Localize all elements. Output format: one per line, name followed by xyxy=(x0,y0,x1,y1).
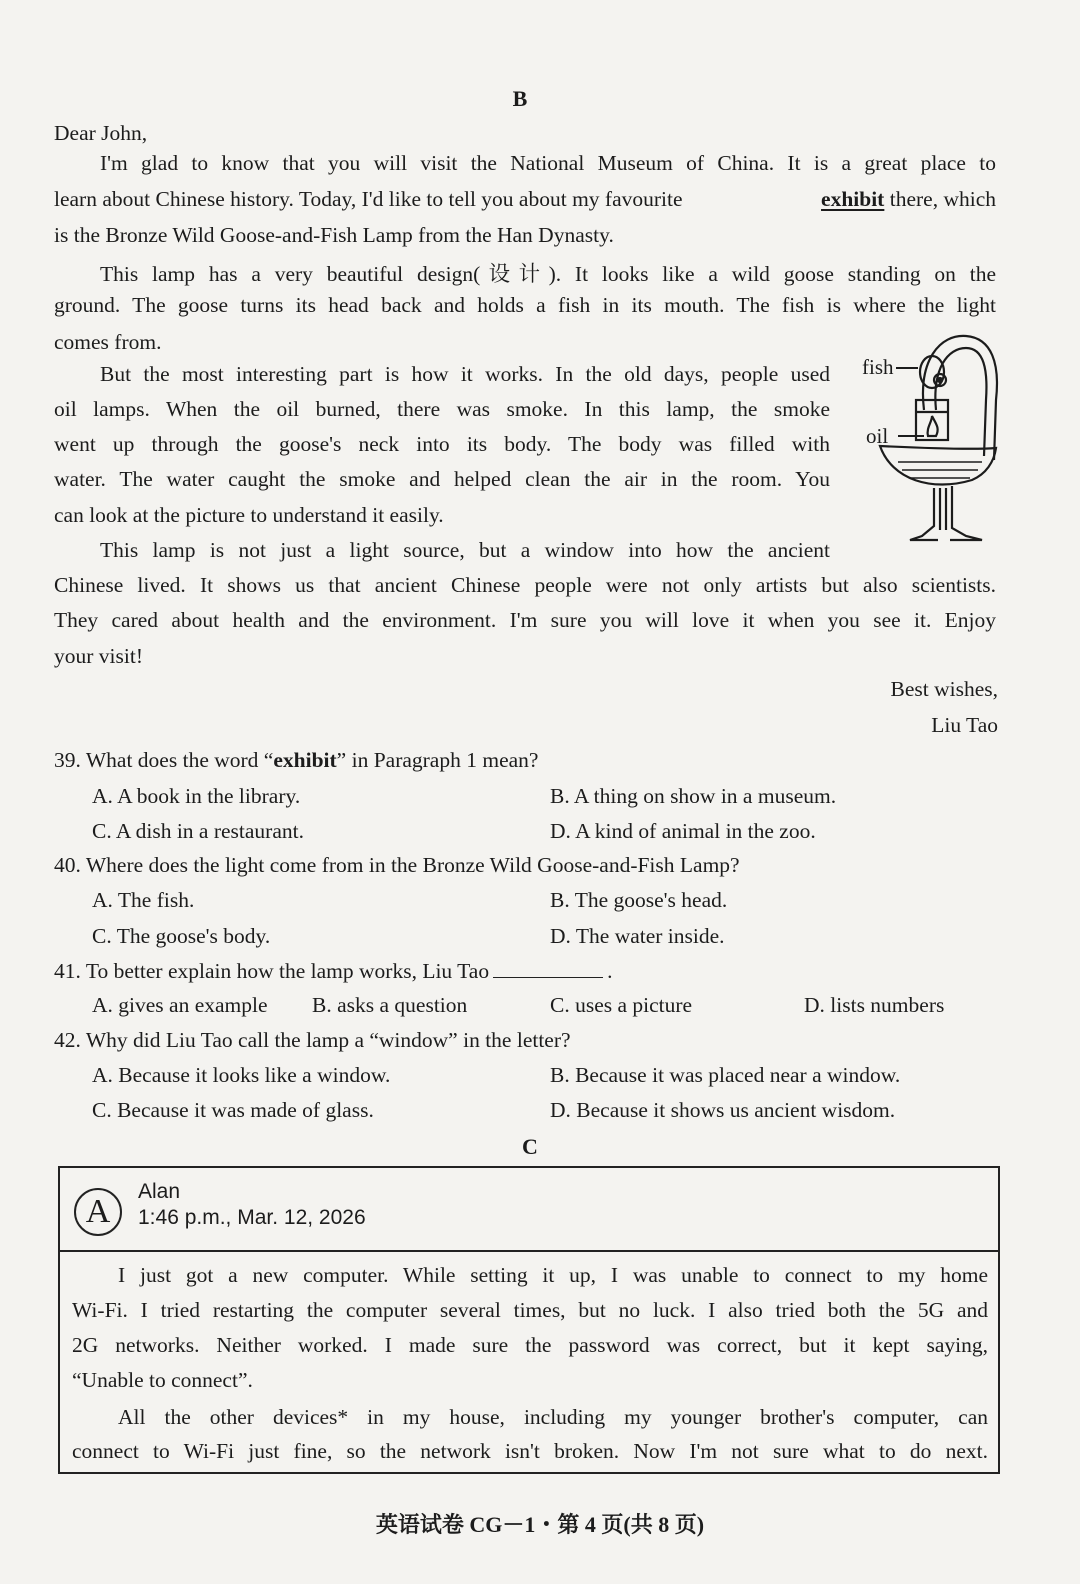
question-41 xyxy=(54,959,612,984)
question-39 xyxy=(54,748,538,773)
q39-stem-after: ” in Paragraph 1 mean? xyxy=(336,748,539,772)
letter-p1-line2-end xyxy=(821,187,996,212)
q40-option-c[interactable]: C. The goose's body. xyxy=(92,924,271,948)
q41-number: 41. xyxy=(54,959,81,983)
q39-option-a[interactable]: A. A book in the library. xyxy=(92,784,301,808)
q39-number: 39. xyxy=(54,748,81,772)
q41-option-d[interactable]: D. lists numbers xyxy=(804,993,945,1017)
letter-p4-line3: They cared about health and the environment. I'm sure you will love it when you see it. Enjoy xyxy=(54,608,996,632)
letter-p2-line1: This lamp has a very beautiful design(设计). It looks like a wild goose standing on the xyxy=(100,262,996,286)
section-c-label: C xyxy=(522,1134,538,1159)
q41-stem-end: . xyxy=(607,959,613,983)
q42-option-a[interactable]: A. Because it looks like a window. xyxy=(92,1063,391,1087)
letter-closing: Best wishes, xyxy=(890,677,998,701)
q40-stem: Where does the light come from in the Bronze Wild Goose-and-Fish Lamp? xyxy=(85,853,740,877)
q41-option-b[interactable]: B. asks a question xyxy=(312,993,468,1017)
letter-p3-line1: But the most interesting part is how it works. In the old days, people used xyxy=(100,362,830,386)
goose-outline xyxy=(880,336,997,540)
letter-p1-line3: is the Bronze Wild Goose-and-Fish Lamp from the Han Dynasty. xyxy=(54,223,614,247)
post-header xyxy=(60,1168,998,1252)
letter-p4-line2: Chinese lived. It shows us that ancient Chinese people were not only artists but also scientists. xyxy=(54,573,996,597)
q41-option-c[interactable]: C. uses a picture xyxy=(550,993,693,1017)
q39-option-c[interactable]: C. A dish in a restaurant. xyxy=(92,819,304,843)
post-p2-line1: All the other devices* in my house, including my younger brother's computer, can xyxy=(118,1405,988,1429)
page-footer: 英语试卷 CG－1・第 4 页(共 8 页) xyxy=(375,1512,705,1537)
fish-label: fish xyxy=(862,355,894,379)
letter-p2-line3: comes from. xyxy=(54,330,162,354)
forum-post xyxy=(58,1166,1000,1474)
post-p1-line1: I just got a new computer. While setting it up, I was unable to connect to my home xyxy=(118,1263,988,1287)
q39-stem-bold: exhibit xyxy=(273,748,337,772)
section-b-label: B xyxy=(512,86,528,111)
post-p1-line2: Wi-Fi. I tried restarting the computer several times, but no luck. I also tried both the 5G and xyxy=(72,1298,988,1322)
q42-option-d[interactable]: D. Because it shows us ancient wisdom. xyxy=(550,1098,896,1122)
oil-label: oil xyxy=(866,424,889,448)
letter-signature: Liu Tao xyxy=(931,713,998,737)
letter-p4-line4: your visit! xyxy=(54,644,143,668)
q40-option-a[interactable]: A. The fish. xyxy=(92,888,195,912)
question-40 xyxy=(54,853,740,878)
post-p2-line2: connect to Wi-Fi just fine, so the network isn't broken. Now I'm not sure what to do next. xyxy=(72,1439,988,1463)
q42-number: 42. xyxy=(54,1028,81,1052)
goose-lamp-illustration xyxy=(862,330,1012,560)
q42-stem: Why did Liu Tao call the lamp a “window” in the letter? xyxy=(85,1028,571,1052)
q39-option-b[interactable]: B. A thing on show in a museum. xyxy=(550,784,837,808)
letter-p3-line4: water. The water caught the smoke and helped clean the air in the room. You xyxy=(54,467,830,491)
post-p1-line3: 2G networks. Neither worked. I made sure the password was correct, but it kept saying, xyxy=(72,1333,988,1357)
post-timestamp: 1:46 p.m., Mar. 12, 2026 xyxy=(138,1206,366,1229)
letter-p1-line1: I'm glad to know that you will visit the National Museum of China. It is a great place to xyxy=(100,151,996,175)
q42-option-c[interactable]: C. Because it was made of glass. xyxy=(92,1098,374,1122)
q40-number: 40. xyxy=(54,853,81,877)
letter-salutation: Dear John, xyxy=(54,121,148,145)
q40-option-d[interactable]: D. The water inside. xyxy=(550,924,725,948)
exhibit-word: exhibit xyxy=(821,187,885,211)
letter-p3-line2: oil lamps. When the oil burned, there was smoke. In this lamp, the smoke xyxy=(54,397,830,421)
letter-p2-line2: ground. The goose turns its head back and holds a fish in its mouth. The fish is where the light xyxy=(54,293,996,317)
question-42 xyxy=(54,1028,571,1053)
q40-option-b[interactable]: B. The goose's head. xyxy=(550,888,728,912)
q41-stem: To better explain how the lamp works, Liu Tao xyxy=(85,959,490,983)
letter-p4-line1: This lamp is not just a light source, but a window into how the ancient xyxy=(100,538,830,562)
letter-p3-line5: can look at the picture to understand it easily. xyxy=(54,503,444,527)
q39-stem-before: What does the word “ xyxy=(85,748,274,772)
avatar: A xyxy=(74,1188,122,1236)
q41-answer-blank[interactable] xyxy=(493,959,603,978)
letter-p3-line3: went up through the goose's neck into its body. The body was filled with xyxy=(54,432,830,456)
post-author: Alan xyxy=(138,1180,181,1203)
letter-p1-line2-text: learn about Chinese history. Today, I'd like to tell you about my favourite xyxy=(54,187,683,211)
letter-p1-line2-tail: there, which xyxy=(889,187,996,211)
q41-option-a[interactable]: A. gives an example xyxy=(92,993,268,1017)
q39-option-d[interactable]: D. A kind of animal in the zoo. xyxy=(550,819,816,843)
letter-p1-line2 xyxy=(54,187,996,212)
q42-option-b[interactable]: B. Because it was placed near a window. xyxy=(550,1063,901,1087)
post-p1-line4: “Unable to connect”. xyxy=(72,1368,253,1392)
